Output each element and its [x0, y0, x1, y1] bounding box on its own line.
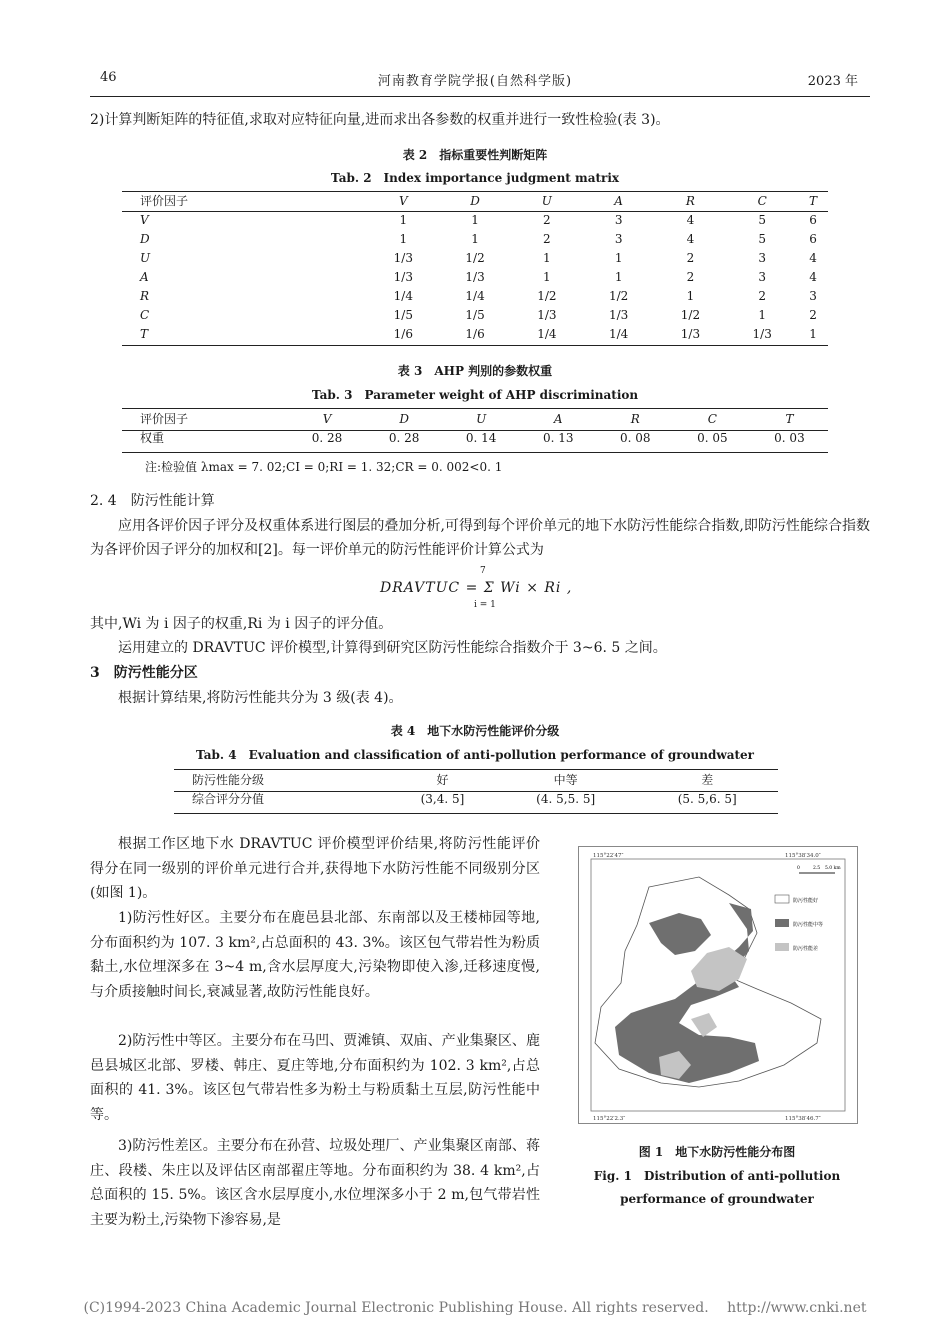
coord-bottom-right: 115°38′46.7″: [785, 1116, 821, 1122]
table2-caption-cn: 表 2 指标重要性判断矩阵: [402, 148, 548, 162]
table-cell: 1: [543, 250, 551, 265]
table2-header-rule: [122, 211, 828, 212]
table4-caption-en: Tab. 4 Evaluation and classification of anti-pollution performance of groundwater: [195, 748, 755, 762]
table-cell: 评价因子: [140, 194, 189, 208]
table-cell: T: [140, 326, 149, 341]
table-cell: 1/3: [465, 269, 485, 284]
table-cell: 0. 14: [465, 430, 497, 445]
formula-upper-limit: 7: [480, 566, 486, 576]
table-cell: 4: [809, 269, 817, 284]
formula-where: 其中,Wi 为 i 因子的权重,Ri 为 i 因子的评分值。: [90, 616, 393, 632]
table-cell: (4. 5,5. 5]: [536, 791, 596, 806]
figure1-caption-cn: 图 1 地下水防污性能分布图: [638, 1145, 796, 1159]
table-cell: 2: [543, 212, 551, 227]
table-cell: D: [140, 231, 150, 246]
table-cell: 1/3: [680, 326, 701, 341]
table-cell: 2: [809, 307, 817, 322]
table-cell: 中等: [553, 773, 578, 787]
table-cell: 1/2: [608, 288, 629, 303]
figure1-map: [578, 846, 858, 1124]
table-cell: A: [553, 411, 563, 426]
table-cell: 1: [399, 212, 408, 227]
table2-row: [122, 286, 828, 305]
table-cell: 2: [758, 288, 767, 303]
table-cell: 5: [758, 212, 767, 227]
table-cell: 好: [436, 773, 449, 787]
section-2-4-para1: 应用各评价因子评分及权重体系进行图层的叠加分析,可得到每个评价单元的地下水防污性能综合指数,即防污性能综合指数为各评价因子评分的加权和[2]。每一评价单元的防污性能评价计算公式为: [90, 518, 870, 558]
coord-top-right: 115°38′34.0″: [785, 853, 821, 859]
table-cell: 4: [686, 231, 695, 246]
table-cell: 1: [399, 231, 408, 246]
table-cell: 1/2: [680, 307, 701, 322]
legend-label-good: 防污性能好: [793, 898, 819, 904]
left-para-1: 根据工作区地下水 DRAVTUC 评价模型评价结果,将防污性能评价得分在同一级别的评价单元进行合并,获得地下水防污性能不同级别分区(如图 1)。: [90, 836, 540, 901]
table-cell: 1/3: [393, 269, 413, 284]
table4-caption-cn: 表 4 地下水防污性能评价分级: [390, 724, 560, 738]
table-cell: 1/4: [465, 288, 485, 303]
legend-swatch-good: [775, 895, 789, 903]
table-cell: U: [541, 193, 552, 208]
journal-year: 2023 年: [807, 74, 858, 89]
table2-bottom-rule: [122, 345, 828, 346]
header-rule: [90, 96, 870, 97]
table2-row: [122, 305, 828, 324]
table-cell: 1: [686, 288, 695, 303]
table-cell: 3: [758, 250, 767, 265]
table-cell: C: [757, 193, 767, 208]
table-cell: 1/4: [608, 326, 629, 341]
legend-swatch-medium: [775, 919, 789, 927]
table-cell: A: [140, 269, 149, 284]
table-cell: 0. 03: [774, 430, 805, 445]
table-cell: 0. 08: [620, 430, 651, 445]
table-cell: 权重: [140, 431, 165, 445]
table-cell: 3: [758, 269, 767, 284]
coord-bottom-left: 115°22′2.3″: [593, 1116, 626, 1122]
table-cell: 1/4: [393, 288, 413, 303]
table3-mid-rule: [122, 430, 828, 431]
left-para-3: 2)防污性中等区。主要分布在马凹、贾滩镇、双庙、产业集聚区、鹿邑县城区北部、罗楼、韩庄、夏庄等地,分布面积约为 102. 3 km²,占总面积的 41. 3%。该区包气带岩性多为粉土与粉质黏土互层,防污性能中等。: [90, 1033, 540, 1123]
table-cell: 3: [809, 288, 817, 303]
table4: [174, 770, 778, 808]
table-cell: U: [140, 250, 151, 265]
table2-caption-en: Tab. 2 Index importance judgment matrix: [330, 171, 620, 185]
page-number: 46: [100, 70, 117, 85]
table-cell: V: [398, 193, 408, 208]
table-cell: (3,4. 5]: [420, 791, 465, 806]
table-cell: 6: [809, 231, 817, 246]
table-cell: 1/5: [393, 307, 413, 322]
table-cell: 差: [701, 773, 714, 787]
table-cell: (5. 5,6. 5]: [677, 791, 737, 806]
left-para-4: 3)防污性差区。主要分布在孙营、垃圾处理厂、产业集聚区南部、蒋庄、段楼、朱庄以及评估区南部翟庄等地。分布面积约为 38. 4 km²,占总面积的 15. 5%。该区含水层厚度小,水位埋深多小于 2 m,包气带岩性主要为粉土,污染物下渗容易,是: [90, 1138, 540, 1228]
table3-bottom-rule: [122, 452, 828, 453]
table4-header-row: [174, 770, 778, 789]
table-cell: R: [630, 411, 640, 426]
table-cell: 综合评分分值: [192, 792, 265, 806]
scale-label-0: 0: [797, 866, 800, 871]
table2-row: [122, 248, 828, 267]
figure1-caption-en-1: Fig. 1 Distribution of anti-pollution: [593, 1169, 841, 1183]
table-cell: 2: [686, 269, 695, 284]
table3: [122, 409, 828, 447]
section-2-4-heading: 2. 4 防污性能计算: [90, 493, 215, 509]
table-cell: 6: [809, 212, 817, 227]
table-cell: R: [685, 193, 695, 208]
table-cell: D: [470, 193, 480, 208]
left-para-2: 1)防污性好区。主要分布在鹿邑县北部、东南部以及王楼柿园等地,分布面积约为 107. 3 km²,占总面积的 43. 3%。该区包气带岩性为粉质黏土,水位埋深多在 3~4 m,含水层厚度大,污染物即使入渗,迁移速度慢,与介质接触时间长,衰减显著,故防污性能良好。: [90, 910, 540, 1000]
formula-lower-limit: i = 1: [474, 600, 496, 610]
section-3-para: 根据计算结果,将防污性能共分为 3 级(表 4)。: [118, 690, 403, 706]
table-cell: 3: [614, 212, 623, 227]
table4-bottom-rule: [174, 813, 778, 814]
table-cell: C: [140, 307, 150, 322]
table-cell: 0. 05: [697, 430, 728, 445]
table2-row: [122, 210, 828, 229]
table-cell: 4: [686, 212, 695, 227]
intro-line: 2)计算判断矩阵的特征值,求取对应特征向量,进而求出各参数的权重并进行一致性检验(表 3)。: [90, 112, 670, 128]
table-cell: D: [399, 411, 409, 426]
table-cell: T: [809, 193, 818, 208]
map-svg: [579, 847, 857, 1123]
table-cell: 2: [543, 231, 551, 246]
figure1-caption-en-2: performance of groundwater: [620, 1192, 814, 1206]
table3-header-row: [122, 409, 828, 428]
table-cell: 1: [543, 269, 551, 284]
table-cell: 1/6: [465, 326, 485, 341]
table-cell: V: [140, 212, 149, 227]
section-2-4-para2: 运用建立的 DRAVTUC 评价模型,计算得到研究区防污性能综合指数介于 3~6. 5 之间。: [118, 640, 667, 656]
table-cell: 1/3: [752, 326, 772, 341]
table-cell: 1/3: [393, 250, 413, 265]
table3-caption-en: Tab. 3 Parameter weight of AHP discrimination: [311, 388, 639, 402]
table-cell: 1/2: [465, 250, 485, 265]
table-cell: 0. 28: [311, 430, 343, 445]
table-cell: A: [614, 193, 623, 208]
legend-swatch-poor: [775, 943, 789, 951]
scale-label-1: 2.5: [813, 866, 821, 871]
table-cell: 0. 28: [388, 430, 420, 445]
journal-title: 河南教育学院学报(自然科学版): [377, 74, 573, 89]
table4-mid-rule: [174, 791, 778, 792]
table-cell: 4: [809, 250, 817, 265]
table-cell: 2: [686, 250, 695, 265]
table-cell: 1/4: [537, 326, 557, 341]
table2: [122, 191, 828, 343]
table-cell: 3: [614, 231, 623, 246]
table-cell: 1: [758, 307, 767, 322]
table3-note: 注:检验值 λmax = 7. 02;CI = 0;RI = 1. 32;CR = 0. 002<0. 1: [145, 460, 503, 474]
scale-label-2: 5.0 km: [825, 866, 841, 871]
section-3-heading: 3 防污性能分区: [90, 665, 198, 681]
table-cell: 1: [614, 250, 623, 265]
table-cell: 1/5: [465, 307, 485, 322]
table-cell: 1/3: [608, 307, 629, 322]
table-cell: 1/2: [537, 288, 557, 303]
table-cell: 1: [471, 231, 479, 246]
table-cell: R: [140, 288, 150, 303]
table-cell: T: [785, 411, 794, 426]
table-cell: 1: [614, 269, 623, 284]
table2-row: [122, 229, 828, 248]
legend-label-poor: 防污性能差: [793, 946, 819, 952]
table-cell: U: [476, 411, 487, 426]
table-cell: V: [322, 411, 332, 426]
legend-label-medium: 防污性能中等: [793, 922, 824, 928]
table-cell: C: [707, 411, 717, 426]
table-cell: 1/3: [537, 307, 557, 322]
table2-header-row: [122, 191, 828, 210]
table-cell: 1: [471, 212, 479, 227]
table2-row: [122, 324, 828, 343]
copyright-footer: (C)1994-2023 China Academic Journal Electronic Publishing House. All rights reserved. http://www.cnki.net: [83, 1300, 867, 1316]
table-cell: 1/6: [393, 326, 413, 341]
coord-top-left: 115°22′47″: [593, 853, 624, 859]
table-cell: 防污性能分级: [192, 773, 265, 787]
table-cell: 5: [758, 231, 767, 246]
table-cell: 1: [809, 326, 817, 341]
table2-row: [122, 267, 828, 286]
formula: DRAVTUC = Σ Wi × Ri ,: [380, 580, 573, 596]
table-cell: 0. 13: [542, 430, 574, 445]
table3-caption-cn: 表 3 AHP 判别的参数权重: [397, 364, 553, 378]
table-cell: 评价因子: [140, 412, 189, 426]
